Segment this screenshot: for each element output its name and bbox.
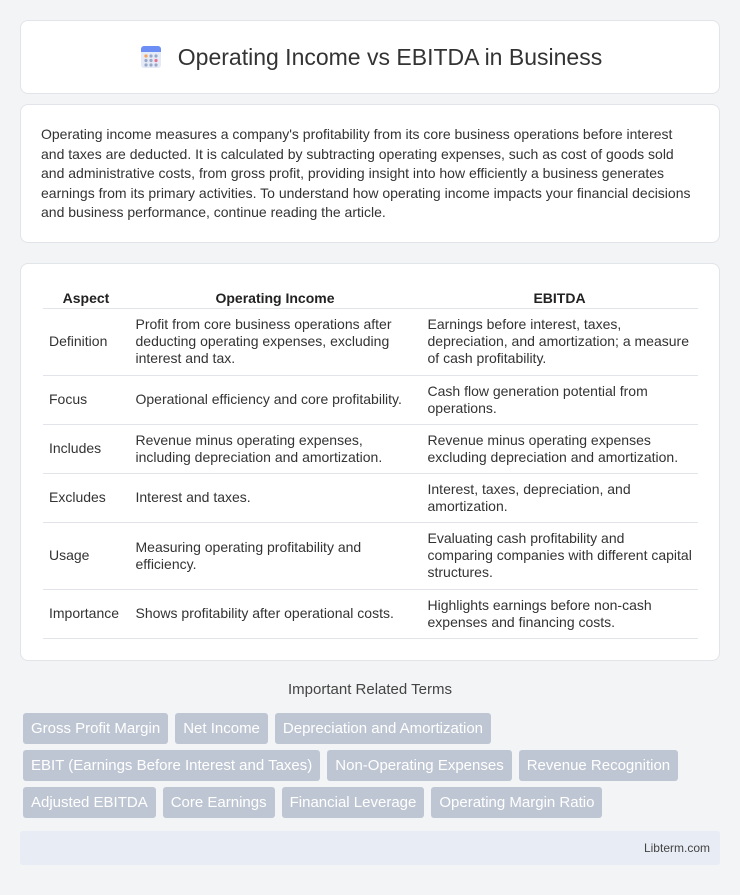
related-terms-tags: [23, 713, 723, 824]
tag-row: [23, 787, 723, 818]
table-row: [43, 375, 698, 424]
table-row: [43, 424, 698, 473]
cell-operating-income: Measuring operating profitability and efficiency.: [129, 522, 421, 589]
tag-adjusted-ebitda[interactable]: Adjusted EBITDA: [23, 787, 156, 818]
table-row: [43, 522, 698, 589]
tag-row: [23, 750, 723, 781]
cell-ebitda: Interest, taxes, depreciation, and amortization.: [421, 473, 698, 522]
cell-ebitda: Revenue minus operating expenses excluding depreciation and amortization.: [421, 424, 698, 473]
table-row: [43, 308, 698, 375]
page-title: Operating Income vs EBITDA in Business: [177, 43, 603, 70]
tag-operating-margin-ratio[interactable]: Operating Margin Ratio: [431, 787, 602, 818]
cell-aspect: Focus: [43, 375, 129, 424]
cell-aspect: Includes: [43, 424, 129, 473]
table-row: [43, 473, 698, 522]
header-aspect: Aspect: [43, 286, 129, 308]
tag-non-operating-expenses[interactable]: Non-Operating Expenses: [327, 750, 511, 781]
cell-aspect: Importance: [43, 589, 129, 638]
cell-aspect: Usage: [43, 522, 129, 589]
comparison-table: [43, 286, 698, 639]
header-ebitda: EBITDA: [421, 286, 698, 308]
tag-revenue-recognition[interactable]: Revenue Recognition: [519, 750, 678, 781]
intro-card: [20, 104, 720, 243]
tag-ebit[interactable]: EBIT (Earnings Before Interest and Taxes): [23, 750, 320, 781]
cell-operating-income: Operational efficiency and core profitability.: [129, 375, 421, 424]
cell-operating-income: Interest and taxes.: [129, 473, 421, 522]
cell-ebitda: Cash flow generation potential from operations.: [421, 375, 698, 424]
calculator-icon: [138, 44, 164, 70]
header-operating-income: Operating Income: [129, 286, 421, 308]
cell-aspect: Excludes: [43, 473, 129, 522]
table-header-row: [43, 286, 698, 308]
tag-financial-leverage[interactable]: Financial Leverage: [282, 787, 425, 818]
table-row: [43, 589, 698, 638]
footer: [20, 831, 720, 865]
intro-text: Operating income measures a company's profitability from its core business operations before interest and taxes are deducted. It is calculated by subtracting operating expenses, such as cost of goods sold and administrative costs, from gross profit, providing insight into how efficiently a business generates earnings from its primary activities. To understand how operating income impacts your financial decisions and business performance, continue reading the article.: [41, 126, 691, 221]
comparison-table-card: [20, 263, 720, 661]
cell-operating-income: Profit from core business operations after deducting operating expenses, excluding interest and tax.: [129, 308, 421, 375]
tag-core-earnings[interactable]: Core Earnings: [163, 787, 275, 818]
tag-row: [23, 713, 723, 744]
cell-ebitda: Highlights earnings before non-cash expenses and financing costs.: [421, 589, 698, 638]
cell-aspect: Definition: [43, 308, 129, 375]
tag-net-income[interactable]: Net Income: [175, 713, 268, 744]
cell-ebitda: Earnings before interest, taxes, depreciation, and amortization; a measure of cash profitability.: [421, 308, 698, 375]
cell-ebitda: Evaluating cash profitability and comparing companies with different capital structures.: [421, 522, 698, 589]
related-terms-title: Important Related Terms: [288, 681, 452, 698]
cell-operating-income: Revenue minus operating expenses, including depreciation and amortization.: [129, 424, 421, 473]
tag-gross-profit-margin[interactable]: Gross Profit Margin: [23, 713, 168, 744]
footer-site-link[interactable]: Libterm.com: [643, 841, 710, 855]
cell-operating-income: Shows profitability after operational costs.: [129, 589, 421, 638]
title-card: [20, 20, 720, 94]
tag-depreciation-and-amortization[interactable]: Depreciation and Amortization: [275, 713, 491, 744]
